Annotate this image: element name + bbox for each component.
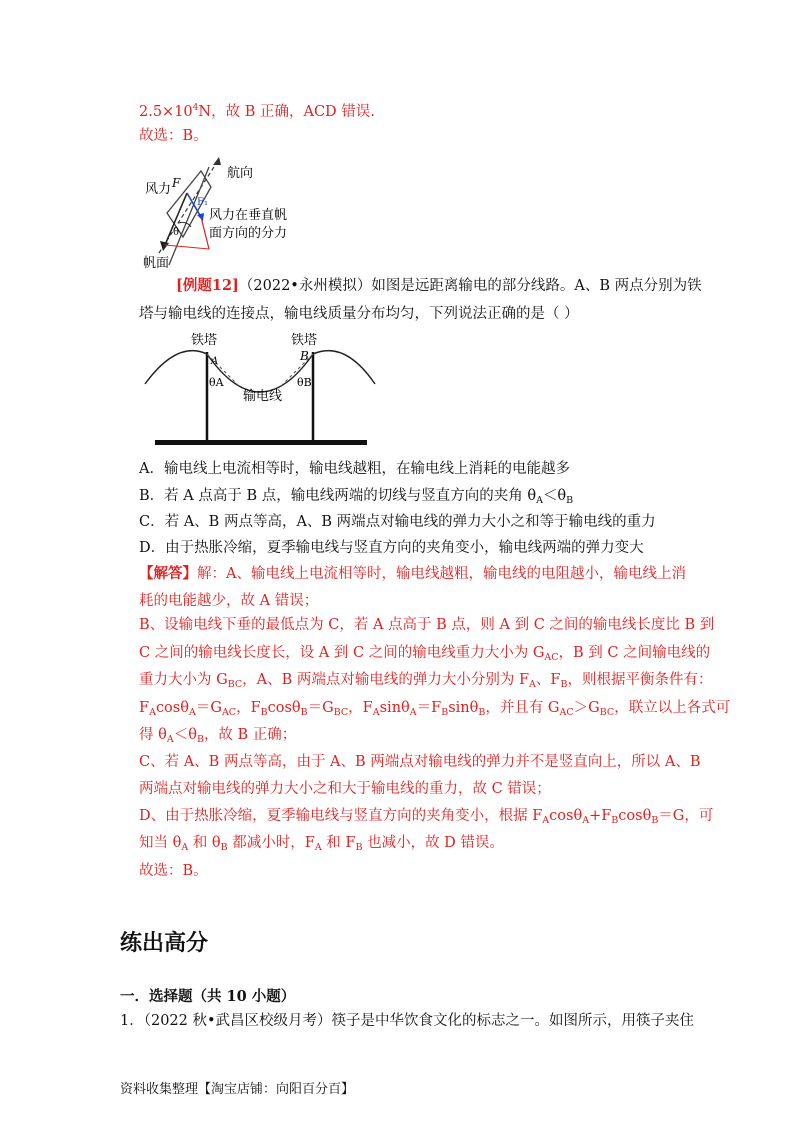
- answer-line-8: C、若 A、B 两点等高，由于 A、B 两端点对输电线的弹力并不是竖直向上，所以 A、B: [139, 754, 701, 770]
- answer-line-6: $F_A\cos\theta_A=G_{AC}$，$F_B\cos\theta_B=G_{BC}$，$F_A\sin\theta_A=F_B\sin\theta_B$，并且有 $G_{AC}>G_{BC}$，联立以上各式可: [139, 700, 731, 718]
- answer-line-3: B、设输电线下垂的最低点为 C，若 A 点高于 B 点，则 A 到 C 之间的输电线长度比 B 到: [139, 617, 715, 633]
- example-stem-line-2: 塔与输电线的连接点，输电线质量分布均匀，下列说法正确的是（ ）: [139, 306, 579, 322]
- point-a-label: A: [211, 356, 219, 367]
- example-tag: [例题12]: [176, 277, 239, 294]
- section-subheading: 一．选择题（共 10 小题）: [120, 988, 296, 1005]
- footer-source: 资料收集整理【淘宝店铺：向阳百分百】: [120, 1082, 355, 1097]
- tower-right-label: 铁塔: [291, 333, 318, 348]
- answer-line-7: 得 $\theta_A<\theta_B$，故 B 正确；: [139, 727, 297, 745]
- prev-choice: 故选：B。: [139, 128, 208, 144]
- sail-label-F1: F₁: [197, 197, 208, 208]
- sail-force-diagram: [139, 153, 314, 270]
- sail-label-component-2: 面方向的分力: [209, 226, 288, 241]
- question-1: 1．（2022 秋•武昌区校级月考）筷子是中华饮食文化的标志之一。如图所示，用筷子夹住: [120, 1013, 695, 1029]
- answer-tag: 【解答】: [139, 565, 197, 582]
- answer-line-10: D、由于热胀冷缩，夏季输电线与竖直方向的夹角变小，根据 $F_A\cos\theta_A+F_B\cos\theta_B=G$，可: [139, 808, 714, 826]
- answer-line-9: 两端点对输电线的弹力大小之和大于输电线的重力，故 C 错误；: [139, 781, 551, 797]
- option-b: B．若 A 点高于 B 点，输电线两端的切线与竖直方向的夹角 $\theta_A<\theta_B$: [139, 488, 574, 506]
- power-line-diagram: [139, 330, 379, 450]
- option-c: C．若 A、B 两点等高，A、B 两端点对输电线的弹力大小之和等于输电线的重力: [139, 514, 656, 530]
- answer-line-1: 【解答】解：A、输电线上电流相等时，输电线越粗，输电线的电阻越小，输电线上消: [139, 565, 686, 582]
- sail-label-wind: 风力: [145, 182, 172, 197]
- theta-b-label: θB: [297, 376, 312, 389]
- option-d: D．由于热胀冷缩，夏季输电线与竖直方向的夹角变小，输电线两端的弹力变大: [139, 540, 644, 556]
- sail-label-F: F: [172, 176, 181, 190]
- wire-label: 输电线: [243, 389, 283, 404]
- tower-left-label: 铁塔: [191, 333, 218, 348]
- answer-line-4: C 之间的输电线长度长，设 A 到 C 之间的输电线重力大小为 $G_{AC}$，B 到 C 之间输电线的: [139, 645, 711, 663]
- theta-a-label: θA: [209, 376, 224, 389]
- prev-solution-line: $2.5\times 10^4N$，故 B 正确，ACD 错误.: [139, 103, 375, 120]
- sail-label-sail: 帆面: [143, 256, 170, 270]
- sail-label-component-1: 风力在垂直帆: [209, 208, 288, 223]
- answer-line-5: 重力大小为 $G_{BC}$，A、B 两端点对输电线的弹力大小分别为 $F_A$、$F_B$，则根据平衡条件有：: [139, 672, 713, 690]
- option-a: A．输电线上电流相等时，输电线越粗，在输电线上消耗的电能越多: [139, 461, 570, 477]
- example-stem-line-1: [例题12]（2022•永州模拟）如图是远距离输电的部分线路。A、B 两点分别为铁: [176, 277, 702, 294]
- answer-line-2: 耗的电能越少，故 A 错误；: [139, 593, 319, 609]
- sail-label-heading: 航向: [227, 166, 254, 181]
- sail-label-theta: θ: [173, 227, 180, 238]
- section-title: 练出高分: [120, 931, 209, 956]
- point-b-label: B: [300, 349, 309, 363]
- answer-choice: 故选：B。: [139, 863, 208, 879]
- answer-line-11: 知当 $\theta_A$ 和 $\theta_B$ 都减小时，$F_A$ 和 $F_B$ 也减小，故 D 错误。: [139, 835, 504, 853]
